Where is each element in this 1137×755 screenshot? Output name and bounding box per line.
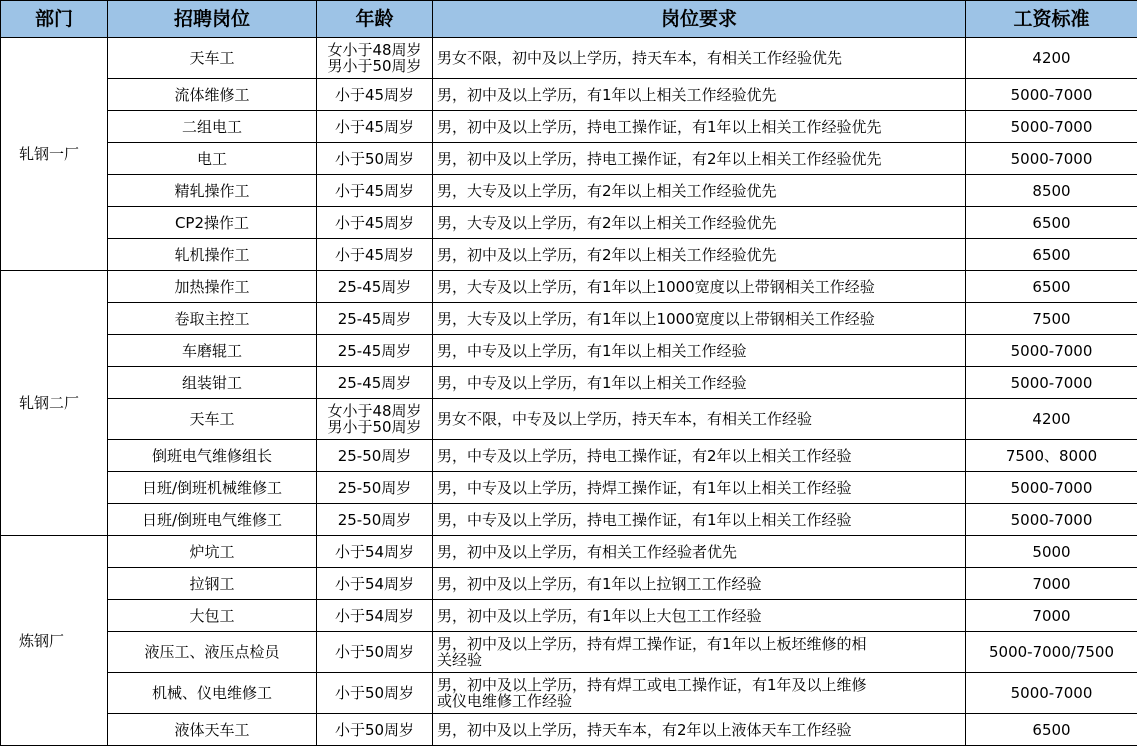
table-row	[1, 399, 1137, 440]
header-salary: 工资标准	[966, 1, 1137, 38]
age-line: 小于54周岁	[334, 606, 415, 625]
requirement-line: 男，中专及以上学历，持焊工操作证，有1年以上相关工作经验	[437, 478, 852, 497]
salary-cell: 6500	[966, 207, 1137, 239]
age-line: 25-45周岁	[337, 341, 412, 360]
position-cell: 倒班电气维修组长	[108, 440, 317, 472]
requirement-cell	[433, 38, 966, 79]
requirement-line: 关经验	[437, 651, 483, 669]
position-cell: 炉坑工	[108, 536, 317, 568]
position-cell: 机械、仪电维修工	[108, 673, 317, 714]
table-row	[1, 207, 1137, 239]
age-cell	[317, 472, 433, 504]
requirement-line: 男，大专及以上学历，有2年以上相关工作经验优先	[437, 181, 777, 200]
age-line: 女小于48周岁	[327, 402, 422, 420]
age-cell	[317, 207, 433, 239]
salary-cell: 7500	[966, 303, 1137, 335]
age-cell	[317, 38, 433, 79]
requirement-cell	[433, 335, 966, 367]
requirement-cell	[433, 440, 966, 472]
age-line: 小于45周岁	[334, 181, 415, 200]
department-cell: 轧钢一厂	[1, 38, 108, 271]
requirement-line: 男，中专及以上学历，持电工操作证，有2年以上相关工作经验	[437, 446, 852, 465]
age-cell	[317, 335, 433, 367]
age-line: 小于50周岁	[334, 684, 415, 702]
salary-cell: 4200	[966, 38, 1137, 79]
position-cell: 电工	[108, 143, 317, 175]
table-row	[1, 536, 1137, 568]
requirement-line: 男，中专及以上学历，有1年以上相关工作经验	[437, 373, 747, 392]
salary-cell: 5000-7000	[966, 504, 1137, 536]
age-line: 25-45周岁	[337, 277, 412, 296]
requirement-cell	[433, 143, 966, 175]
age-cell	[317, 111, 433, 143]
table-row	[1, 143, 1137, 175]
salary-cell: 6500	[966, 714, 1137, 746]
position-cell: 天车工	[108, 38, 317, 79]
position-cell: 流体维修工	[108, 79, 317, 111]
position-cell: 精轧操作工	[108, 175, 317, 207]
salary-cell: 5000-7000	[966, 673, 1137, 714]
salary-cell: 8500	[966, 175, 1137, 207]
age-line: 小于54周岁	[334, 574, 415, 593]
position-cell: 加热操作工	[108, 271, 317, 303]
table-row	[1, 440, 1137, 472]
table-row	[1, 175, 1137, 207]
position-cell: 卷取主控工	[108, 303, 317, 335]
salary-cell: 5000-7000	[966, 472, 1137, 504]
requirement-line: 男，初中及以上学历，持电工操作证，有1年以上相关工作经验优先	[437, 117, 882, 136]
table-row	[1, 600, 1137, 632]
age-line: 25-45周岁	[337, 373, 412, 392]
requirement-line: 男女不限，中专及以上学历，持天车本，有相关工作经验	[437, 410, 813, 428]
age-line: 25-50周岁	[337, 446, 412, 465]
age-cell	[317, 303, 433, 335]
table-row	[1, 714, 1137, 746]
age-line: 小于45周岁	[334, 245, 415, 264]
salary-cell: 5000-7000	[966, 335, 1137, 367]
requirement-cell	[433, 399, 966, 440]
requirement-line: 男，大专及以上学历，有2年以上相关工作经验优先	[437, 213, 777, 232]
table-row	[1, 568, 1137, 600]
age-cell	[317, 239, 433, 271]
age-cell	[317, 600, 433, 632]
table-row	[1, 632, 1137, 673]
table-body	[1, 38, 1137, 746]
department-cell: 炼钢厂	[1, 536, 108, 746]
requirement-line: 男，初中及以上学历，持有焊工或电工操作证，有1年及以上维修	[437, 676, 867, 694]
salary-cell: 7000	[966, 568, 1137, 600]
table-row	[1, 79, 1137, 111]
requirement-cell	[433, 568, 966, 600]
requirement-cell	[433, 472, 966, 504]
requirement-cell	[433, 207, 966, 239]
requirement-cell	[433, 239, 966, 271]
requirement-line: 男，初中及以上学历，持有焊工操作证，有1年以上板坯维修的相	[437, 635, 867, 653]
requirement-line: 男，初中及以上学历，持电工操作证，有2年以上相关工作经验优先	[437, 149, 882, 168]
age-cell	[317, 440, 433, 472]
position-cell: CP2操作工	[108, 207, 317, 239]
age-line: 小于45周岁	[334, 213, 415, 232]
age-line: 小于50周岁	[334, 720, 415, 739]
requirement-line: 或仪电维修工作经验	[437, 692, 573, 710]
salary-cell: 7500、8000	[966, 440, 1137, 472]
table-row	[1, 367, 1137, 399]
table-row	[1, 673, 1137, 714]
requirement-line: 男，中专及以上学历，有1年以上相关工作经验	[437, 341, 747, 360]
requirement-line: 男，初中及以上学历，有1年以上相关工作经验优先	[437, 85, 777, 104]
age-line: 女小于48周岁	[327, 41, 422, 59]
salary-cell: 5000-7000	[966, 143, 1137, 175]
header-age: 年龄	[317, 1, 433, 38]
salary-cell: 6500	[966, 271, 1137, 303]
age-cell	[317, 536, 433, 568]
age-line: 小于50周岁	[334, 149, 415, 168]
requirement-line: 男，初中及以上学历，有2年以上相关工作经验优先	[437, 245, 777, 264]
age-line: 小于50周岁	[334, 643, 415, 661]
header-position: 招聘岗位	[108, 1, 317, 38]
table-row	[1, 239, 1137, 271]
requirement-cell	[433, 536, 966, 568]
age-line: 男小于50周岁	[327, 57, 422, 75]
header-requirement: 岗位要求	[433, 1, 966, 38]
salary-cell: 5000-7000	[966, 79, 1137, 111]
age-cell	[317, 143, 433, 175]
requirement-line: 男女不限，初中及以上学历，持天车本，有相关工作经验优先	[437, 49, 843, 67]
requirement-cell	[433, 271, 966, 303]
position-cell: 轧机操作工	[108, 239, 317, 271]
requirement-cell	[433, 714, 966, 746]
requirement-cell	[433, 600, 966, 632]
requirement-cell	[433, 111, 966, 143]
salary-cell: 5000-7000	[966, 367, 1137, 399]
salary-cell: 6500	[966, 239, 1137, 271]
age-cell	[317, 79, 433, 111]
requirement-cell	[433, 367, 966, 399]
requirement-cell	[433, 303, 966, 335]
requirement-line: 男，初中及以上学历，持天车本，有2年以上液体天车工作经验	[437, 720, 852, 739]
age-line: 小于54周岁	[334, 542, 415, 561]
salary-cell: 4200	[966, 399, 1137, 440]
position-cell: 拉钢工	[108, 568, 317, 600]
salary-cell: 5000	[966, 536, 1137, 568]
salary-cell: 7000	[966, 600, 1137, 632]
age-line: 小于45周岁	[334, 85, 415, 104]
position-cell: 液压工、液压点检员	[108, 632, 317, 673]
age-cell	[317, 673, 433, 714]
table-row	[1, 335, 1137, 367]
salary-cell: 5000-7000/7500	[966, 632, 1137, 673]
position-cell: 日班/倒班电气维修工	[108, 504, 317, 536]
table-row	[1, 111, 1137, 143]
requirement-cell	[433, 673, 966, 714]
requirement-line: 男，初中及以上学历，有1年以上大包工工作经验	[437, 606, 762, 625]
requirement-line: 男，初中及以上学历，有相关工作经验者优先	[437, 542, 738, 561]
requirement-cell	[433, 632, 966, 673]
age-cell	[317, 367, 433, 399]
age-line: 男小于50周岁	[327, 418, 422, 436]
table-row	[1, 472, 1137, 504]
requirement-line: 男，大专及以上学历，有1年以上1000宽度以上带钢相关工作经验	[437, 309, 875, 328]
position-cell: 车磨辊工	[108, 335, 317, 367]
position-cell: 液体天车工	[108, 714, 317, 746]
salary-cell: 5000-7000	[966, 111, 1137, 143]
position-cell: 天车工	[108, 399, 317, 440]
age-line: 25-45周岁	[337, 309, 412, 328]
position-cell: 大包工	[108, 600, 317, 632]
requirement-cell	[433, 175, 966, 207]
requirement-line: 男，大专及以上学历，有1年以上1000宽度以上带钢相关工作经验	[437, 277, 875, 296]
table-row	[1, 271, 1137, 303]
age-cell	[317, 714, 433, 746]
requirement-cell	[433, 79, 966, 111]
table-row	[1, 38, 1137, 79]
position-cell: 组装钳工	[108, 367, 317, 399]
table-row	[1, 303, 1137, 335]
department-cell: 轧钢二厂	[1, 271, 108, 536]
position-cell: 二组电工	[108, 111, 317, 143]
age-cell	[317, 632, 433, 673]
requirement-line: 男，中专及以上学历，持电工操作证，有1年以上相关工作经验	[437, 510, 852, 529]
age-cell	[317, 399, 433, 440]
requirement-cell	[433, 504, 966, 536]
header-dept: 部门	[1, 1, 108, 38]
age-line: 25-50周岁	[337, 510, 412, 529]
age-line: 小于45周岁	[334, 117, 415, 136]
table-row	[1, 504, 1137, 536]
age-cell	[317, 568, 433, 600]
age-cell	[317, 504, 433, 536]
requirement-line: 男，初中及以上学历，有1年以上拉钢工工作经验	[437, 574, 762, 593]
age-cell	[317, 175, 433, 207]
age-line: 25-50周岁	[337, 478, 412, 497]
age-cell	[317, 271, 433, 303]
position-cell: 日班/倒班机械维修工	[108, 472, 317, 504]
